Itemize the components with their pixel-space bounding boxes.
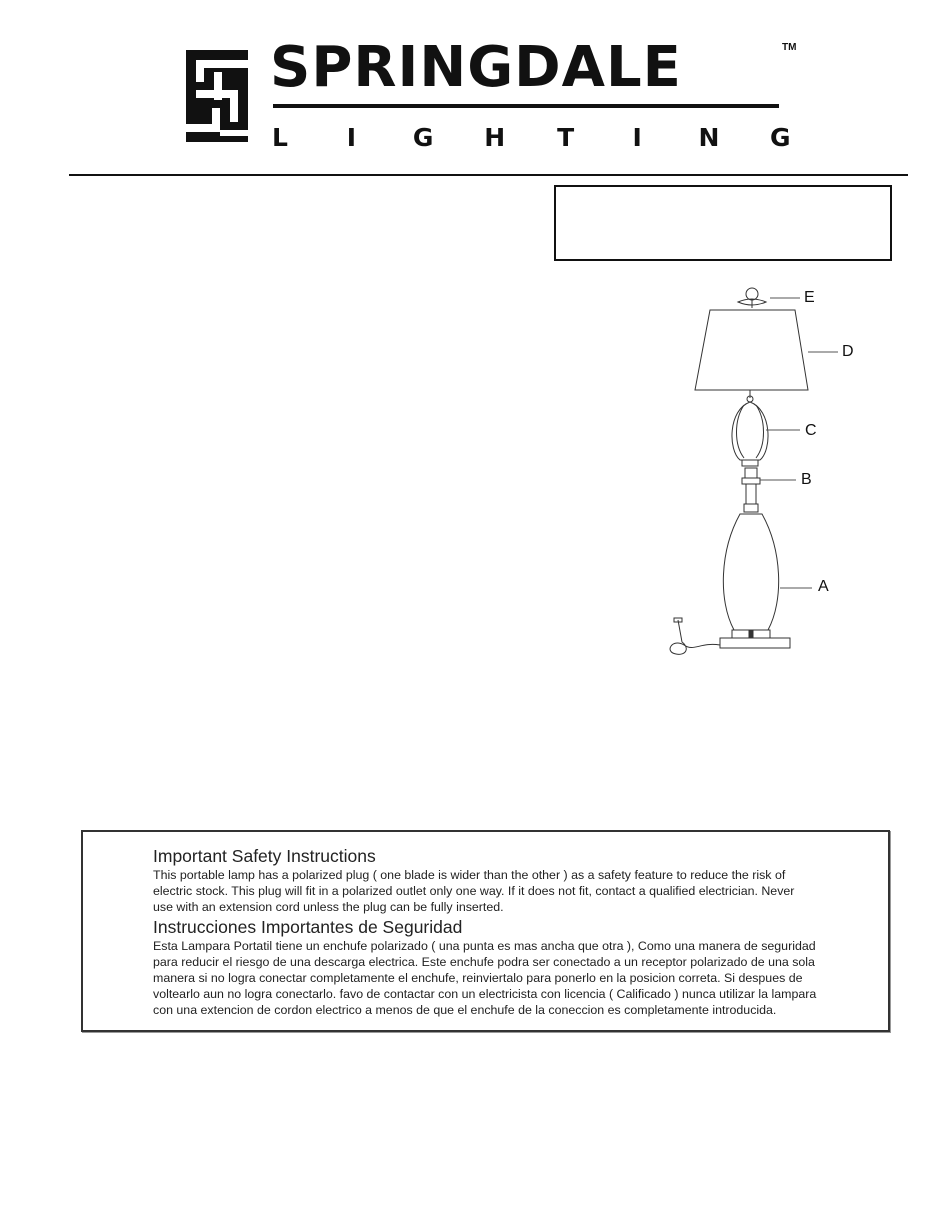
part-label-d: D <box>842 343 854 360</box>
header-divider <box>69 174 908 176</box>
subtitle-letter: G <box>412 122 434 152</box>
subtitle-letter: N <box>698 122 720 152</box>
harp-part-drawing <box>732 396 768 466</box>
spanish-line: para reducir el riesgo de una descarga electrica. Este enchufe podra ser conectado a un receptor polarizado de una sola <box>153 955 815 969</box>
subtitle-letter: I <box>632 122 642 152</box>
subtitle-letter: T <box>557 122 575 152</box>
spanish-safety-text <box>153 938 853 1018</box>
brand-subtitle <box>270 122 790 152</box>
model-info-box <box>554 185 892 261</box>
subtitle-letter: G <box>769 122 791 152</box>
english-safety-title: Important Safety Instructions <box>153 846 376 866</box>
safety-instructions-box <box>81 830 890 1032</box>
socket-part-drawing <box>742 468 760 504</box>
trademark-mark: TM <box>782 42 797 53</box>
subtitle-letter: I <box>346 122 357 152</box>
springdale-logo-icon <box>186 50 248 142</box>
spanish-line: con una extencion de cordon electrico a menos de que el enchufe de la coneccion es completamente introducida. <box>153 1003 777 1017</box>
spanish-line: manera si no logra conectar completamente el enchufe, reinviertalo para ponerlo en la posicion correta. Si despues de <box>153 971 803 985</box>
english-line: This portable lamp has a polarized plug ( one blade is wider than the other ) as a safety feature to reduce the risk of <box>153 868 786 882</box>
finial-part-drawing <box>738 288 766 308</box>
part-label-b: B <box>801 471 812 488</box>
english-line: use with an extension cord unless the plug can be fully inserted. <box>153 900 504 914</box>
shade-part-drawing <box>695 310 808 390</box>
spanish-line: voltearlo aun no logra conectarlo. favo de contactar con un electricista con licencia ( Calificado ) nunca utilizar la lampara <box>153 987 817 1001</box>
brand-name: SPRINGDALE <box>270 35 682 100</box>
subtitle-letter: L <box>272 122 288 152</box>
english-line: electric stock. This plug will fit in a polarized outlet only one way. If it does not fit, contact a qualified electrician. Never <box>153 884 795 898</box>
english-safety-text <box>153 867 853 915</box>
part-label-a: A <box>818 578 829 595</box>
lamp-parts-diagram <box>660 280 880 665</box>
part-label-e: E <box>804 289 815 306</box>
brand-underline <box>273 104 779 108</box>
lamp-body-part-drawing <box>670 504 790 654</box>
part-label-c: C <box>805 422 817 439</box>
subtitle-letter: H <box>484 122 506 152</box>
spanish-line: Esta Lampara Portatil tiene un enchufe polarizado ( una punta es mas ancha que otra ), Como una manera de seguridad <box>153 939 816 953</box>
spanish-safety-title: Instrucciones Importantes de Seguridad <box>153 917 463 937</box>
